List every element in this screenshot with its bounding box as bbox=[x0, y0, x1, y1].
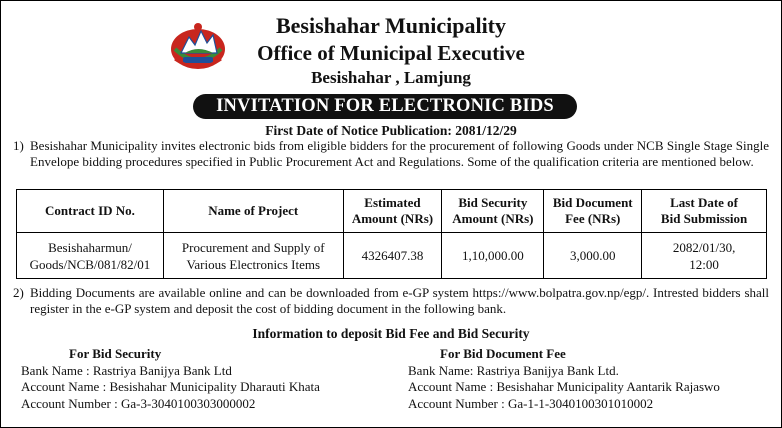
paragraph-1-text: Besishahar Municipality invites electronic bids from eligible bidders for the procurement of following Goods under NCB Single Stage Single Envelope bidding procedures specified in Public Procurement Act and Regulations. Some of the qualification criteria are mentioned below. bbox=[30, 138, 769, 169]
header-estimated-amount bbox=[343, 190, 442, 233]
org-name: Besishahar Municipality bbox=[275, 13, 507, 38]
office-name: Office of Municipal Executive bbox=[257, 41, 525, 65]
location: Besishahar , Lamjung bbox=[311, 68, 471, 87]
last-date-line2: 12:00 bbox=[689, 256, 719, 272]
header-estimated-line1: Estimated bbox=[364, 195, 421, 210]
bid-table bbox=[16, 189, 767, 279]
project-line2: Various Electronics Items bbox=[186, 256, 321, 272]
contract-id-line1: Besishaharmun/ bbox=[48, 239, 132, 255]
cell-document-fee: 3,000.00 bbox=[544, 233, 642, 279]
header-docfee-line1: Bid Document bbox=[552, 195, 633, 210]
header-lastdate-line2: Bid Submission bbox=[660, 211, 748, 226]
deposit-heading: Information to deposit Bid Fee and Bid Security bbox=[252, 326, 530, 341]
bid-security-account-name: Account Name : Besishahar Municipality Dharauti Khata bbox=[21, 379, 320, 394]
header-security-line1: Bid Security bbox=[458, 195, 528, 210]
paragraph-2 bbox=[13, 285, 769, 317]
notice-publication-date: First Date of Notice Publication: 2081/12/29 bbox=[265, 123, 517, 138]
table-row bbox=[17, 233, 767, 279]
table-header-row bbox=[17, 190, 767, 233]
header-docfee-line2: Fee (NRs) bbox=[565, 211, 621, 226]
doc-fee-bank-name: Bank Name: Rastriya Banijya Bank Ltd. bbox=[408, 362, 619, 378]
cell-last-date bbox=[642, 233, 767, 279]
paragraph-2-number: 2) bbox=[13, 285, 24, 300]
header-bid-security bbox=[442, 190, 544, 233]
paragraph-1 bbox=[13, 138, 769, 170]
last-date-line1: 2082/01/30, bbox=[672, 239, 736, 255]
cell-contract-id bbox=[17, 233, 164, 279]
cell-bid-security: 1,10,000.00 bbox=[442, 233, 544, 279]
doc-fee-info bbox=[408, 346, 773, 412]
paragraph-1-number: 1) bbox=[13, 138, 24, 153]
bid-security-account-number: Account Number : Ga-3-3040100303000002 bbox=[21, 395, 256, 411]
bid-security-bank-name: Bank Name : Rastriya Banijya Bank Ltd bbox=[21, 362, 232, 378]
header-contract-id: Contract ID No. bbox=[17, 190, 164, 233]
notice-title-banner: INVITATION FOR ELECTRONIC BIDS bbox=[193, 94, 577, 119]
cell-project bbox=[163, 233, 343, 279]
paragraph-2-text: Bidding Documents are available online and can be downloaded from e-GP system https://www.bolpatra.gov.np/egp/. Intrested bidders shall register in the e-GP system and deposit the cost of bidding document in the following bank. bbox=[30, 285, 769, 316]
bid-security-info bbox=[21, 346, 391, 412]
header-document-fee bbox=[544, 190, 642, 233]
cell-estimated-amount: 4326407.38 bbox=[343, 233, 442, 279]
header-lastdate-line1: Last Date of bbox=[670, 195, 739, 210]
doc-fee-heading: For Bid Document Fee bbox=[440, 346, 566, 361]
header-estimated-line2: Amount (NRs) bbox=[351, 211, 434, 226]
bid-security-heading: For Bid Security bbox=[69, 346, 162, 361]
doc-fee-account-name: Account Name : Besishahar Municipality Aantarik Rajaswo bbox=[408, 379, 720, 394]
header-last-date bbox=[642, 190, 767, 233]
doc-fee-account-number: Account Number : Ga-1-1-3040100301010002 bbox=[408, 395, 654, 411]
contract-id-line2: Goods/NCB/081/82/01 bbox=[29, 256, 151, 272]
project-line1: Procurement and Supply of bbox=[181, 239, 325, 255]
header-project: Name of Project bbox=[163, 190, 343, 233]
header-security-line2: Amount (NRs) bbox=[452, 211, 534, 226]
